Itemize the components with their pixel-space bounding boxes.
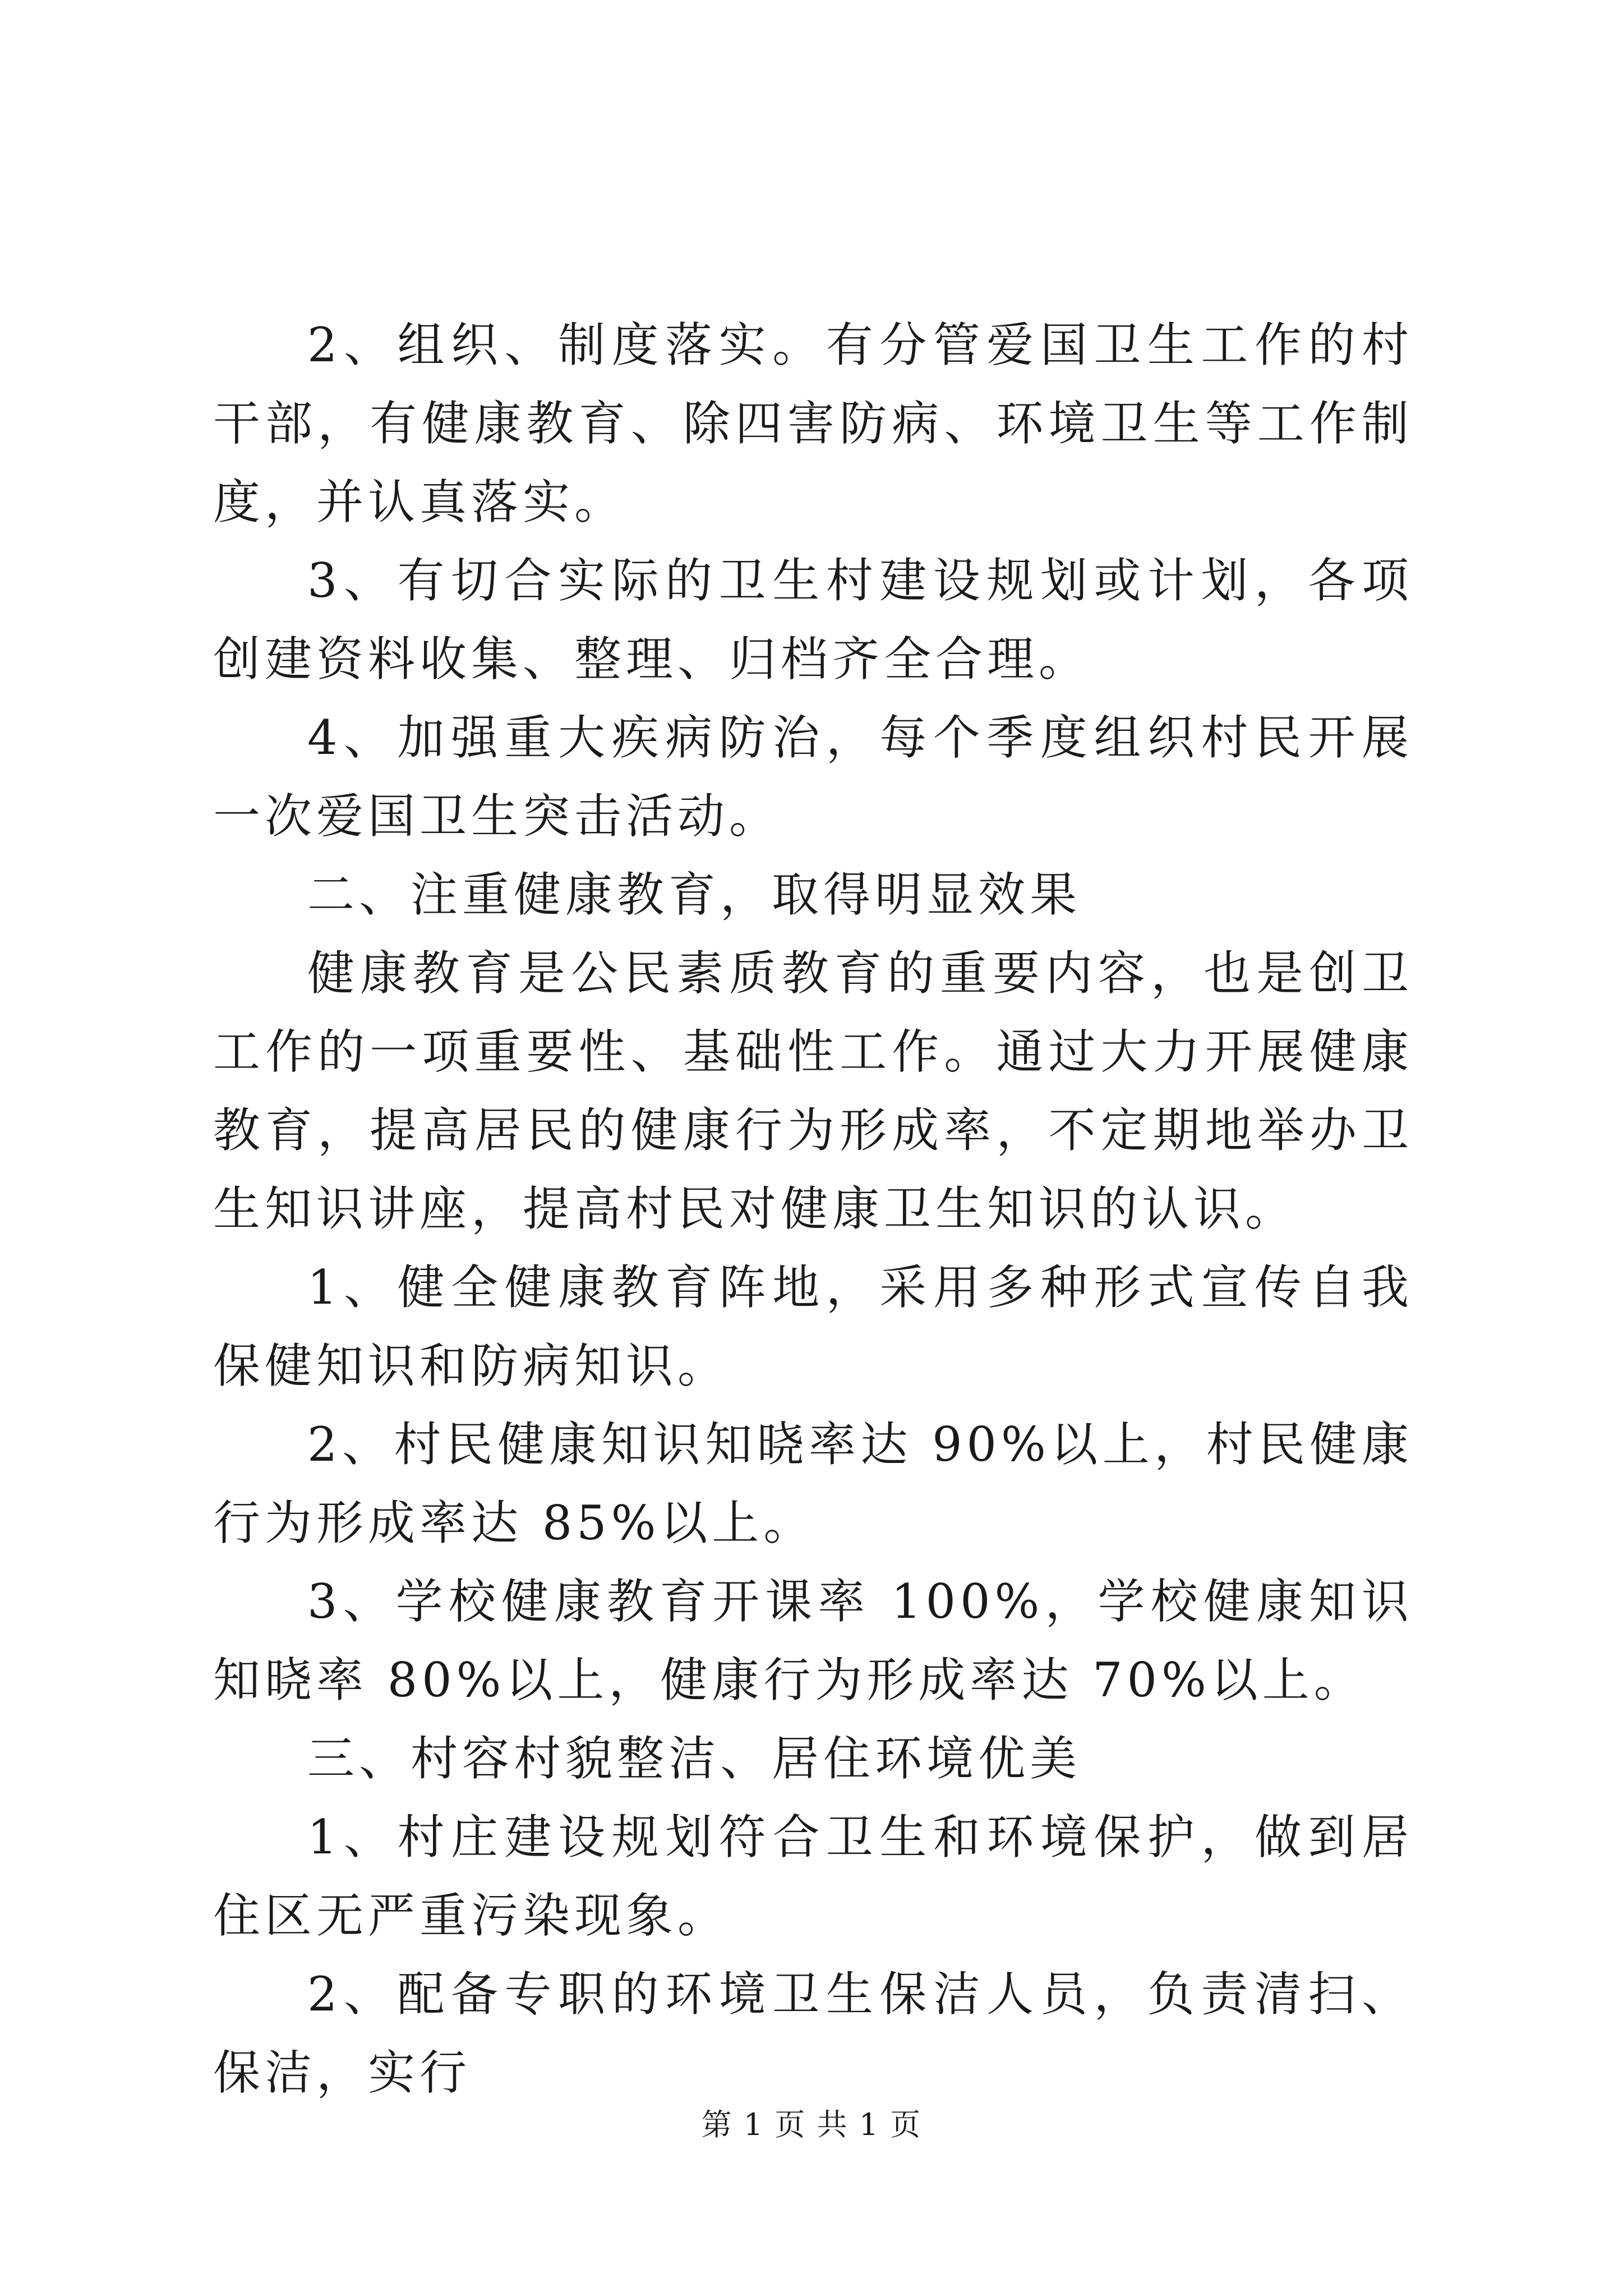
paragraph: 2、村民健康知识知晓率达 90%以上，村民健康行为形成率达 85%以上。 xyxy=(213,1417,1413,1550)
document-body xyxy=(213,306,1413,2112)
paragraph: 1、健全健康教育阵地，采用多种形式宣传自我保健知识和防病知识。 xyxy=(213,1260,1413,1393)
section-heading: 二、注重健康教育，取得明显效果 xyxy=(307,867,1082,922)
paragraph: 3、学校健康教育开课率 100%，学校健康知识知晓率 80%以上，健康行为形成率达 70%以上。 xyxy=(213,1574,1413,1708)
paragraph: 3、有切合实际的卫生村建设规划或计划，各项创建资料收集、整理、归档齐全合理。 xyxy=(213,553,1413,687)
paragraph: 健康教育是公民素质教育的重要内容，也是创卫工作的一项重要性、基础性工作。通过大力开展健康教育，提高居民的健康行为形成率，不定期地举办卫生知识讲座，提高村民对健康卫生知识的认识。 xyxy=(213,946,1413,1236)
paragraph: 4、加强重大疾病防治，每个季度组织村民开展一次爱国卫生突击活动。 xyxy=(213,710,1413,844)
paragraph: 2、组织、制度落实。有分管爱国卫生工作的村干部，有健康教育、除四害防病、环境卫生等工作制度，并认真落实。 xyxy=(213,318,1413,530)
section-heading: 三、村容村貌整洁、居住环境优美 xyxy=(307,1731,1082,1786)
page-number-footer: 第 1 页 共 1 页 xyxy=(701,2107,922,2142)
paragraph: 2、配备专职的环境卫生保洁人员，负责清扫、保洁，实行 xyxy=(213,1967,1413,2100)
paragraph: 1、村庄建设规划符合卫生和环境保护，做到居住区无严重污染现象。 xyxy=(213,1810,1413,1943)
